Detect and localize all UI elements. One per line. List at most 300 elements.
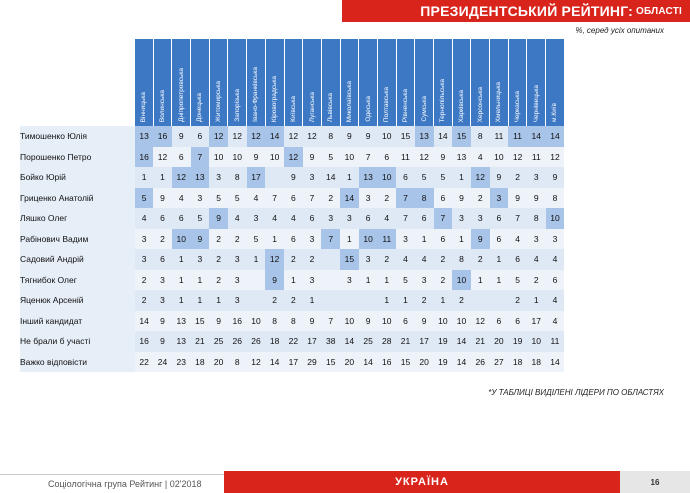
value-cell: 8	[452, 249, 471, 270]
candidate-name: Порошенко Петро	[20, 147, 135, 168]
region-label: Миколаївська	[345, 80, 353, 122]
value-cell: 15	[452, 126, 471, 147]
value-cell: 6	[490, 229, 509, 250]
value-cell: 9	[172, 126, 191, 147]
value-cell: 17	[284, 352, 303, 373]
value-cell: 10	[527, 331, 546, 352]
value-cell: 3	[527, 167, 546, 188]
candidate-name: Не брали б участі	[20, 331, 135, 352]
value-cell: 9	[303, 147, 322, 168]
value-cell: 5	[135, 188, 153, 209]
value-cell: 9	[508, 188, 527, 209]
value-cell: 1	[172, 270, 191, 291]
value-cell: 1	[191, 290, 210, 311]
value-cell: 3	[191, 188, 210, 209]
value-cell: 2	[209, 270, 228, 291]
table-row	[20, 188, 564, 209]
value-cell: 1	[452, 167, 471, 188]
value-cell	[321, 290, 340, 311]
value-cell: 13	[135, 126, 153, 147]
value-cell: 20	[340, 352, 359, 373]
value-cell: 5	[434, 167, 453, 188]
value-cell: 1	[303, 290, 322, 311]
value-cell: 9	[153, 188, 172, 209]
value-cell: 3	[471, 208, 490, 229]
region-label: Львівська	[327, 92, 335, 122]
value-cell: 4	[265, 208, 284, 229]
region-header	[415, 39, 434, 126]
value-cell	[321, 249, 340, 270]
region-label: Вінницька	[140, 91, 148, 122]
region-label: Херсонська	[476, 86, 484, 122]
value-cell: 5	[209, 188, 228, 209]
value-cell: 14	[321, 167, 340, 188]
region-label: Полтавська	[383, 86, 391, 122]
value-cell	[265, 167, 284, 188]
value-cell: 3	[340, 270, 359, 291]
footer-country: УКРАЇНА	[395, 476, 449, 488]
value-cell: 5	[396, 270, 415, 291]
value-cell: 3	[209, 167, 228, 188]
value-cell: 10	[228, 147, 247, 168]
region-header	[471, 39, 490, 126]
value-cell: 6	[153, 208, 172, 229]
value-cell: 7	[434, 208, 453, 229]
value-cell: 14	[546, 352, 565, 373]
value-cell: 2	[209, 229, 228, 250]
value-cell: 6	[284, 229, 303, 250]
region-header	[546, 39, 565, 126]
value-cell: 15	[396, 126, 415, 147]
value-cell: 10	[434, 311, 453, 332]
value-cell: 12	[471, 167, 490, 188]
table-row	[20, 270, 564, 291]
value-cell: 1	[172, 249, 191, 270]
value-cell: 11	[546, 331, 565, 352]
value-cell: 12	[265, 249, 284, 270]
value-cell: 1	[340, 229, 359, 250]
value-cell: 19	[434, 331, 453, 352]
header-row	[20, 39, 564, 126]
value-cell: 11	[396, 147, 415, 168]
value-cell: 4	[377, 208, 396, 229]
value-cell: 12	[209, 126, 228, 147]
value-cell: 9	[434, 147, 453, 168]
value-cell: 11	[377, 229, 396, 250]
candidate-name: Важко відповісти	[20, 352, 135, 373]
value-cell: 14	[340, 188, 359, 209]
value-cell: 6	[415, 208, 434, 229]
value-cell: 14	[546, 126, 565, 147]
value-cell: 5	[415, 167, 434, 188]
candidate-name: Бойко Юрій	[20, 167, 135, 188]
value-cell: 17	[415, 331, 434, 352]
value-cell: 2	[434, 249, 453, 270]
value-cell: 6	[396, 311, 415, 332]
value-cell: 7	[396, 188, 415, 209]
value-cell: 1	[153, 167, 172, 188]
value-cell: 4	[527, 249, 546, 270]
value-cell: 1	[377, 290, 396, 311]
slide-title: ПРЕЗИДЕНТСЬКИЙ РЕЙТИНГ:	[420, 3, 634, 19]
region-label: Дніпропетровська	[177, 68, 185, 122]
value-cell: 10	[377, 311, 396, 332]
value-cell: 3	[340, 208, 359, 229]
value-cell: 12	[172, 167, 191, 188]
value-cell: 13	[172, 311, 191, 332]
region-label: м.Київ	[551, 103, 559, 122]
value-cell: 12	[546, 147, 565, 168]
value-cell: 4	[546, 249, 565, 270]
candidate-name: Гриценко Анатолій	[20, 188, 135, 209]
value-cell: 10	[452, 311, 471, 332]
value-cell: 16	[153, 126, 172, 147]
value-cell: 6	[172, 147, 191, 168]
value-cell: 1	[209, 290, 228, 311]
value-cell: 12	[247, 126, 266, 147]
slide-title-bar	[342, 0, 690, 22]
value-cell: 1	[247, 249, 266, 270]
value-cell: 9	[209, 311, 228, 332]
value-cell: 1	[415, 229, 434, 250]
value-cell: 15	[340, 249, 359, 270]
value-cell: 25	[209, 331, 228, 352]
value-cell: 20	[415, 352, 434, 373]
value-cell: 7	[321, 229, 340, 250]
value-cell: 8	[228, 352, 247, 373]
value-cell: 3	[303, 167, 322, 188]
footer-source: Соціологічна група Рейтинг | 02'2018	[48, 479, 202, 489]
value-cell: 15	[191, 311, 210, 332]
region-header	[490, 39, 509, 126]
value-cell: 10	[340, 311, 359, 332]
value-cell: 2	[284, 290, 303, 311]
value-cell: 8	[265, 311, 284, 332]
value-cell: 14	[265, 352, 284, 373]
value-cell: 27	[490, 352, 509, 373]
region-label: Київська	[289, 96, 297, 122]
value-cell: 28	[377, 331, 396, 352]
candidate-name: Тягнибок Олег	[20, 270, 135, 291]
value-cell: 2	[135, 290, 153, 311]
value-cell: 9	[415, 311, 434, 332]
value-cell: 13	[452, 147, 471, 168]
value-cell: 12	[247, 352, 266, 373]
table-body	[20, 126, 564, 372]
value-cell: 9	[340, 126, 359, 147]
value-cell: 24	[153, 352, 172, 373]
region-header	[153, 39, 172, 126]
value-cell: 16	[377, 352, 396, 373]
table-row	[20, 290, 564, 311]
value-cell: 1	[172, 290, 191, 311]
candidate-name: Інший кандидат	[20, 311, 135, 332]
region-header	[209, 39, 228, 126]
value-cell: 13	[172, 331, 191, 352]
value-cell: 12	[508, 147, 527, 168]
value-cell: 14	[452, 352, 471, 373]
value-cell: 2	[265, 290, 284, 311]
table-row	[20, 229, 564, 250]
value-cell	[471, 290, 490, 311]
value-cell: 2	[527, 270, 546, 291]
table-row	[20, 249, 564, 270]
slide-subtitle: %, серед усіх опитаних	[575, 26, 664, 35]
value-cell: 12	[471, 311, 490, 332]
region-header	[172, 39, 191, 126]
region-header	[135, 39, 153, 126]
value-cell: 14	[527, 126, 546, 147]
region-header	[265, 39, 284, 126]
value-cell: 1	[284, 270, 303, 291]
value-cell: 9	[359, 311, 378, 332]
value-cell	[321, 270, 340, 291]
value-cell: 22	[135, 352, 153, 373]
value-cell: 22	[284, 331, 303, 352]
value-cell: 6	[172, 208, 191, 229]
value-cell: 10	[377, 167, 396, 188]
value-cell: 26	[228, 331, 247, 352]
value-cell: 14	[452, 331, 471, 352]
value-cell: 12	[153, 147, 172, 168]
region-label: Кіровоградська	[271, 75, 279, 122]
region-label: Одеська	[364, 96, 372, 122]
value-cell: 6	[396, 167, 415, 188]
value-cell: 11	[508, 126, 527, 147]
value-cell: 10	[340, 147, 359, 168]
value-cell: 18	[508, 352, 527, 373]
value-cell: 12	[284, 126, 303, 147]
value-cell: 14	[340, 331, 359, 352]
value-cell: 12	[284, 147, 303, 168]
value-cell: 16	[228, 311, 247, 332]
value-cell: 14	[359, 352, 378, 373]
value-cell: 2	[508, 167, 527, 188]
value-cell: 8	[228, 167, 247, 188]
value-cell: 3	[153, 290, 172, 311]
value-cell: 5	[247, 229, 266, 250]
value-cell: 4	[546, 311, 565, 332]
value-cell: 12	[228, 126, 247, 147]
value-cell: 2	[471, 249, 490, 270]
value-cell: 9	[153, 331, 172, 352]
value-cell: 2	[209, 249, 228, 270]
value-cell: 26	[247, 331, 266, 352]
value-cell: 3	[135, 249, 153, 270]
value-cell: 21	[396, 331, 415, 352]
value-cell: 14	[434, 126, 453, 147]
value-cell: 10	[490, 147, 509, 168]
table-row	[20, 208, 564, 229]
value-cell: 13	[415, 126, 434, 147]
value-cell: 9	[546, 167, 565, 188]
candidate-name: Тимошенко Юлія	[20, 126, 135, 147]
value-cell: 17	[527, 311, 546, 332]
value-cell: 3	[228, 290, 247, 311]
value-cell: 4	[135, 208, 153, 229]
value-cell: 2	[452, 290, 471, 311]
value-cell: 13	[191, 167, 210, 188]
value-cell: 5	[191, 208, 210, 229]
value-cell	[247, 270, 266, 291]
value-cell: 7	[321, 311, 340, 332]
candidate-name: Ляшко Олег	[20, 208, 135, 229]
value-cell: 3	[191, 249, 210, 270]
value-cell: 38	[321, 331, 340, 352]
region-header	[434, 39, 453, 126]
region-header	[359, 39, 378, 126]
value-cell: 10	[377, 126, 396, 147]
value-cell: 18	[265, 331, 284, 352]
region-label: Волинська	[159, 89, 167, 122]
value-cell: 4	[396, 249, 415, 270]
value-cell: 2	[321, 188, 340, 209]
region-header	[508, 39, 527, 126]
value-cell: 23	[172, 352, 191, 373]
value-cell: 4	[471, 147, 490, 168]
value-cell: 6	[508, 249, 527, 270]
value-cell: 21	[471, 331, 490, 352]
region-label: Чернівецька	[532, 84, 540, 122]
value-cell: 15	[321, 352, 340, 373]
region-label: Сумська	[420, 96, 428, 122]
region-label: Рівненська	[401, 88, 409, 122]
value-cell: 9	[452, 188, 471, 209]
region-header	[303, 39, 322, 126]
value-cell: 14	[135, 311, 153, 332]
value-cell: 1	[490, 270, 509, 291]
value-cell: 9	[303, 311, 322, 332]
value-cell: 3	[321, 208, 340, 229]
value-cell: 1	[265, 229, 284, 250]
value-cell: 1	[434, 290, 453, 311]
value-cell: 6	[546, 270, 565, 291]
region-header	[377, 39, 396, 126]
value-cell: 8	[546, 188, 565, 209]
value-cell: 3	[228, 249, 247, 270]
footer-country-bar	[224, 471, 620, 493]
value-cell: 10	[546, 208, 565, 229]
value-cell: 25	[359, 331, 378, 352]
value-cell: 9	[265, 270, 284, 291]
value-cell: 4	[546, 290, 565, 311]
value-cell: 1	[359, 270, 378, 291]
value-cell: 1	[396, 290, 415, 311]
region-label: Тернопільська	[439, 78, 447, 122]
value-cell: 19	[434, 352, 453, 373]
region-label: Черкаська	[514, 90, 522, 122]
region-header	[284, 39, 303, 126]
value-cell: 1	[377, 270, 396, 291]
value-cell: 3	[396, 229, 415, 250]
value-cell: 8	[415, 188, 434, 209]
value-cell: 4	[508, 229, 527, 250]
value-cell: 11	[527, 147, 546, 168]
value-cell: 15	[396, 352, 415, 373]
value-cell: 12	[415, 147, 434, 168]
value-cell: 5	[228, 188, 247, 209]
value-cell: 6	[490, 208, 509, 229]
value-cell: 13	[359, 167, 378, 188]
value-cell: 2	[377, 188, 396, 209]
table-row	[20, 167, 564, 188]
page-number: 16	[620, 471, 690, 493]
value-cell: 6	[284, 188, 303, 209]
value-cell: 2	[377, 249, 396, 270]
value-cell: 20	[490, 331, 509, 352]
value-cell: 6	[153, 249, 172, 270]
value-cell: 9	[490, 167, 509, 188]
region-header	[247, 39, 266, 126]
value-cell: 3	[359, 188, 378, 209]
value-cell: 6	[490, 311, 509, 332]
value-cell: 12	[303, 126, 322, 147]
table-row	[20, 126, 564, 147]
value-cell: 3	[135, 229, 153, 250]
value-cell: 8	[527, 208, 546, 229]
region-header	[340, 39, 359, 126]
value-cell: 2	[284, 249, 303, 270]
value-cell	[340, 290, 359, 311]
value-cell: 3	[153, 270, 172, 291]
value-cell: 3	[452, 208, 471, 229]
value-cell: 2	[135, 270, 153, 291]
value-cell: 26	[471, 352, 490, 373]
value-cell: 5	[321, 147, 340, 168]
value-cell: 10	[452, 270, 471, 291]
value-cell: 2	[434, 270, 453, 291]
region-header	[452, 39, 471, 126]
value-cell: 2	[228, 229, 247, 250]
value-cell: 29	[303, 352, 322, 373]
value-cell: 3	[546, 229, 565, 250]
region-label: Хмельницька	[495, 81, 503, 122]
value-cell: 10	[359, 229, 378, 250]
value-cell: 1	[191, 270, 210, 291]
table-row	[20, 147, 564, 168]
slide-title-suffix: ОБЛАСТІ	[636, 5, 682, 17]
value-cell: 3	[247, 208, 266, 229]
value-cell: 10	[265, 147, 284, 168]
region-label: Донецька	[196, 92, 204, 122]
value-cell: 4	[172, 188, 191, 209]
table-row	[20, 311, 564, 332]
region-label: Харківська	[458, 89, 466, 122]
value-cell: 16	[135, 147, 153, 168]
value-cell: 3	[359, 249, 378, 270]
region-header	[191, 39, 210, 126]
value-cell: 9	[359, 126, 378, 147]
candidate-name: Рабінович Вадим	[20, 229, 135, 250]
value-cell	[359, 290, 378, 311]
value-cell: 9	[247, 147, 266, 168]
region-label: Запорізька	[233, 89, 241, 122]
value-cell: 4	[284, 208, 303, 229]
value-cell: 3	[303, 270, 322, 291]
value-cell: 10	[172, 229, 191, 250]
value-cell: 1	[340, 167, 359, 188]
leaders-note: *У ТАБЛИЦІ ВИДІЛЕНІ ЛІДЕРИ ПО ОБЛАСТЯХ	[488, 388, 664, 397]
value-cell: 9	[209, 208, 228, 229]
value-cell: 2	[471, 188, 490, 209]
value-cell: 6	[377, 147, 396, 168]
value-cell: 21	[191, 331, 210, 352]
table-row	[20, 352, 564, 373]
value-cell: 7	[359, 147, 378, 168]
value-cell: 8	[321, 126, 340, 147]
value-cell: 6	[434, 229, 453, 250]
value-cell: 7	[396, 208, 415, 229]
